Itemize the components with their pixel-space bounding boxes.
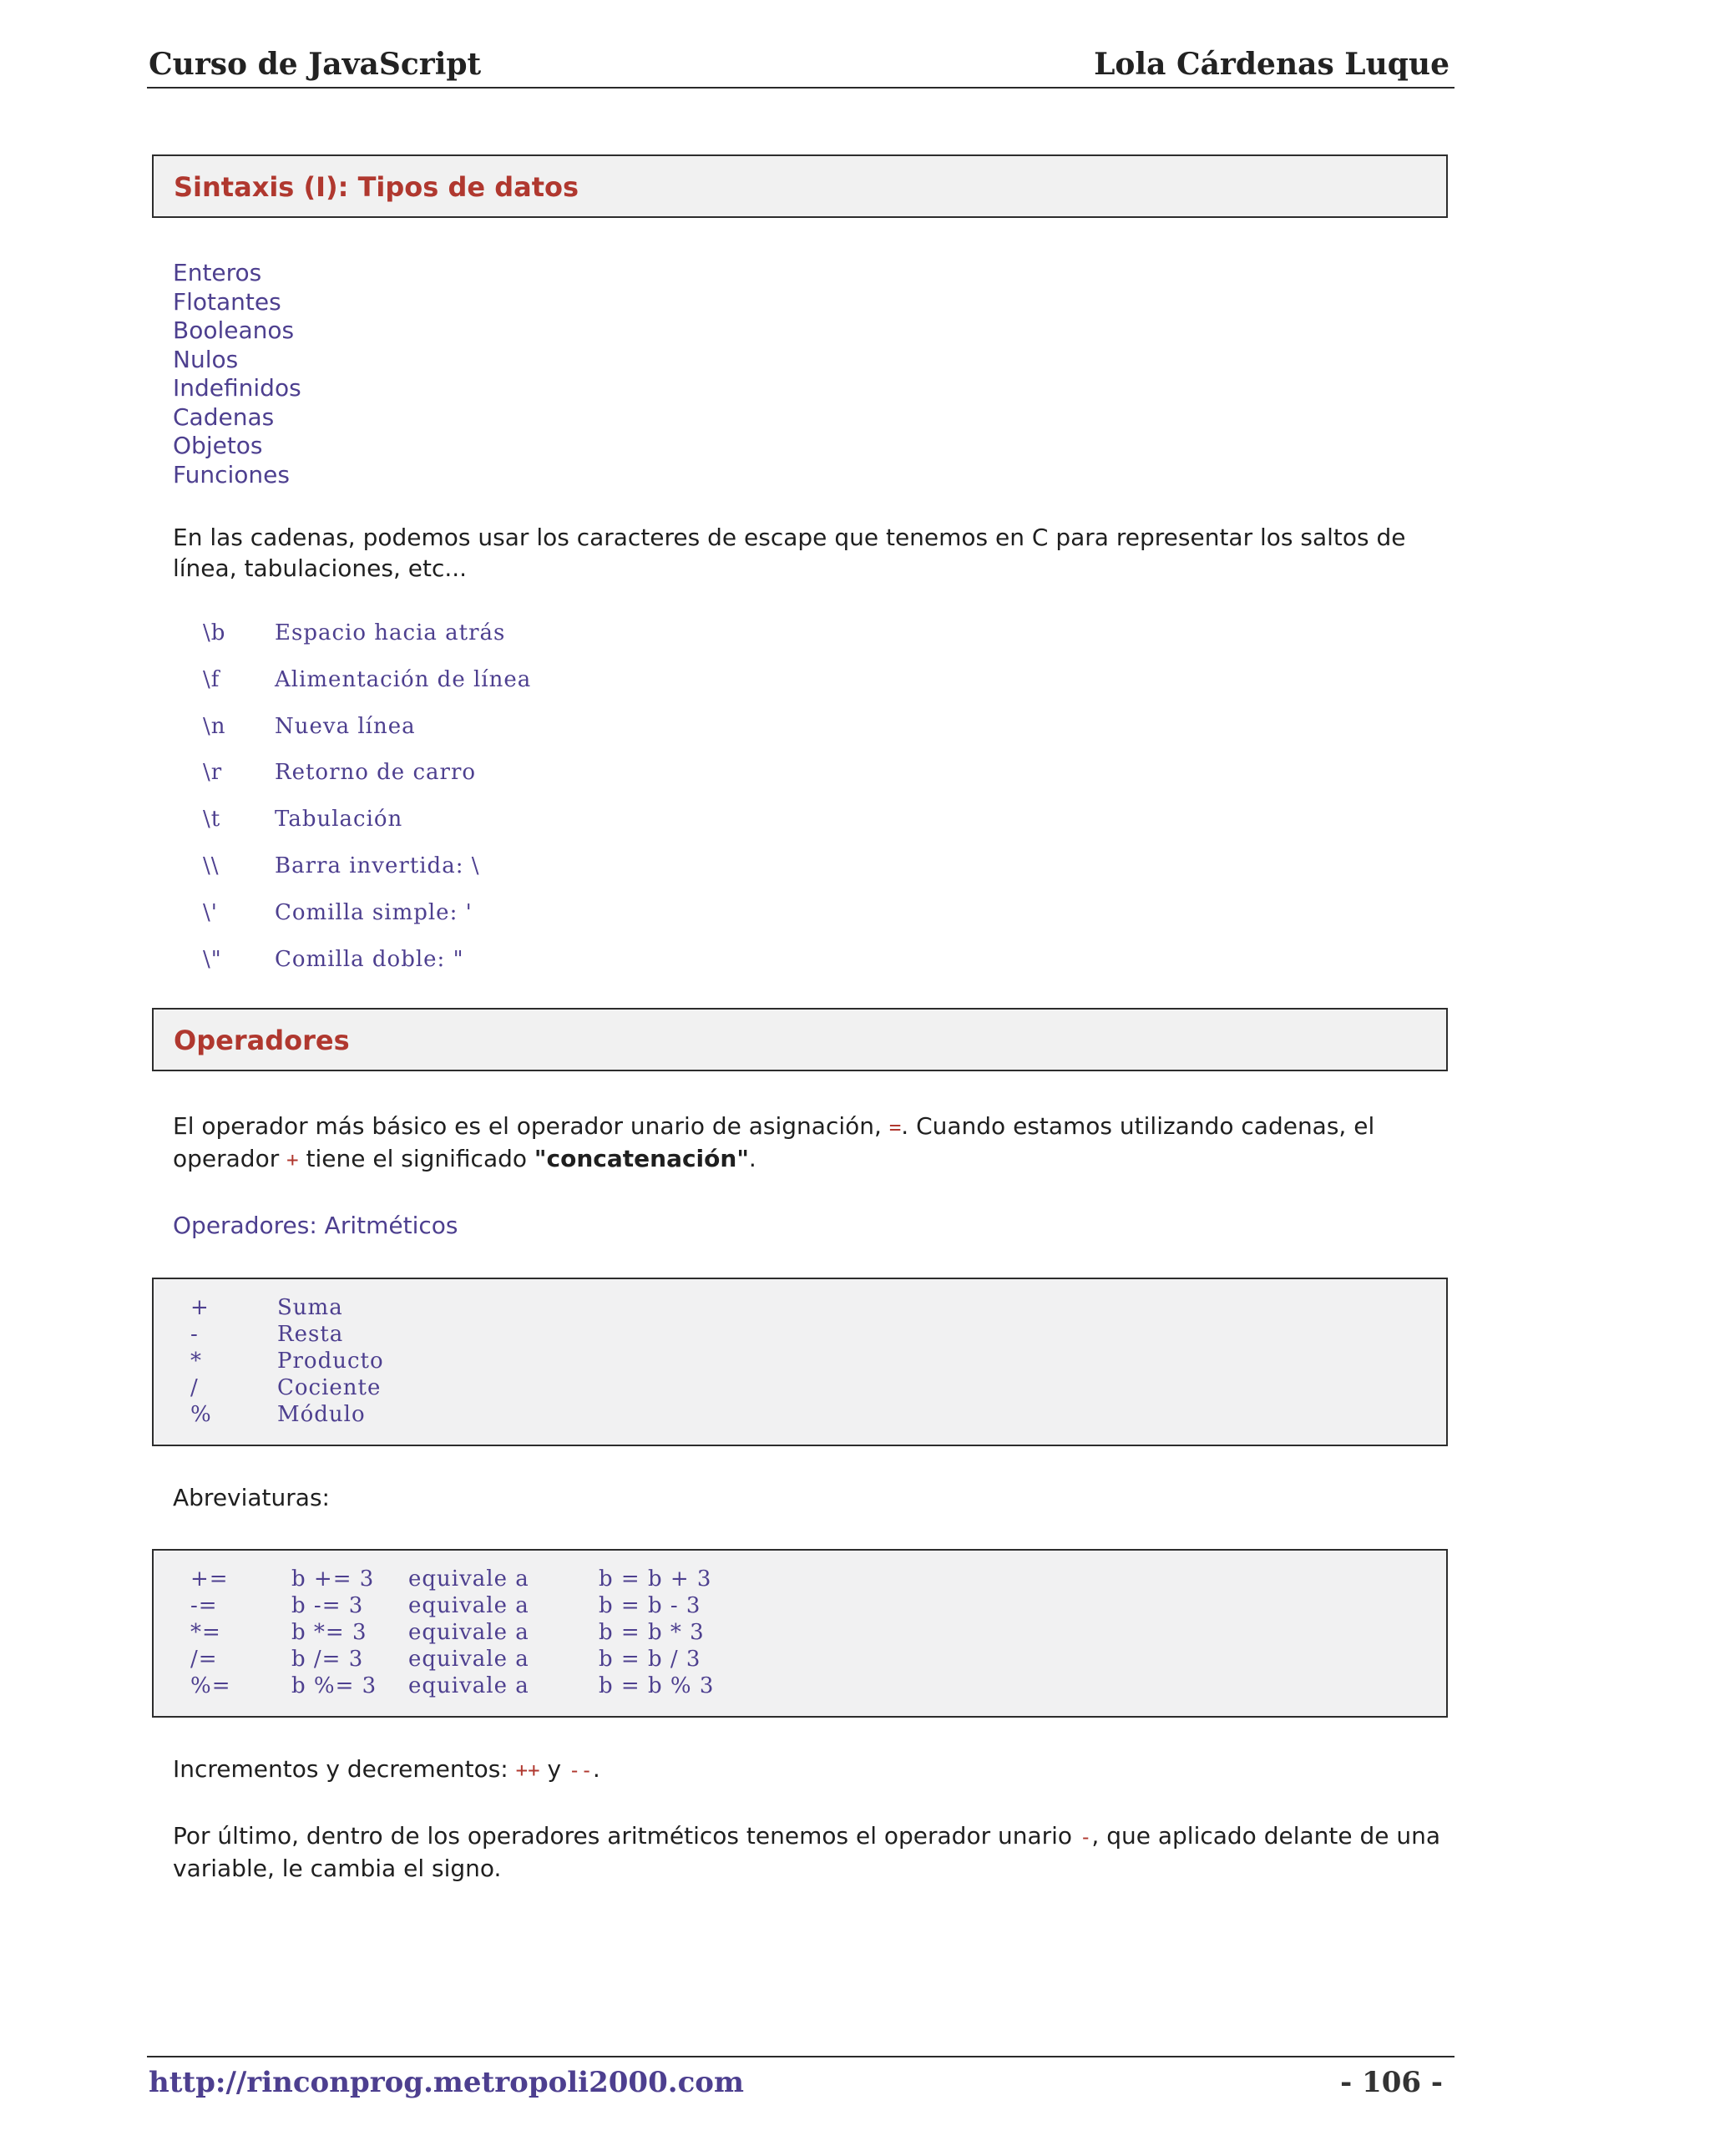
operators-intro-paragraph [173, 1111, 1450, 1176]
abbreviations-list [190, 1566, 714, 1699]
section-header-operators [152, 1008, 1448, 1071]
abbrev-equivalent: b = b / 3 [599, 1647, 701, 1672]
abbrev-expression: b %= 3 [291, 1673, 377, 1698]
operator-name: Cociente [277, 1375, 382, 1400]
table-row [190, 1321, 384, 1348]
escape-description: Barra invertida: \ [275, 853, 480, 878]
abbrev-expression: b += 3 [291, 1566, 375, 1592]
page-number: - 106 - [1340, 2066, 1443, 2099]
course-title: Curso de JavaScript [149, 47, 482, 82]
abbrev-expression: b -= 3 [291, 1593, 364, 1618]
abbrev-word: equivale a [408, 1673, 529, 1698]
increments-paragraph [173, 1754, 1450, 1786]
plus-operator: + [286, 1148, 299, 1172]
escape-code: \f [203, 666, 220, 692]
escape-code: \' [203, 899, 218, 925]
list-item-nulos[interactable]: Nulos [173, 345, 239, 373]
table-row [190, 1592, 714, 1619]
text-run: . [748, 1145, 756, 1172]
author-name: Lola Cárdenas Luque [1094, 47, 1449, 82]
text-run: y [539, 1755, 569, 1783]
operator-symbol: % [190, 1402, 212, 1427]
abbrev-operator: %= [190, 1673, 231, 1698]
abbrev-operator: += [190, 1566, 229, 1592]
concatenation-term: "concatenación" [534, 1145, 749, 1172]
arithmetic-heading: Operadores: Aritméticos [173, 1212, 458, 1239]
table-row [203, 944, 531, 991]
page-header [147, 42, 1455, 89]
table-row [190, 1348, 384, 1374]
footer-url-link[interactable]: http://rinconprog.metropoli2000.com [149, 2066, 744, 2099]
list-item-flotantes[interactable]: Flotantes [173, 287, 281, 316]
arithmetic-operators-box [152, 1278, 1448, 1446]
section-header-data-types [152, 154, 1448, 218]
escape-code: \n [203, 713, 226, 739]
abbrev-equivalent: b = b - 3 [599, 1593, 701, 1618]
escape-description: Nueva línea [275, 713, 416, 739]
abbrev-equivalent: b = b + 3 [599, 1566, 712, 1592]
escape-description: Comilla doble: " [275, 946, 464, 972]
operator-symbol: + [190, 1295, 210, 1320]
arithmetic-list [190, 1294, 384, 1428]
abbrev-expression: b *= 3 [291, 1620, 367, 1645]
table-row [190, 1294, 384, 1321]
table-row [190, 1646, 714, 1673]
table-row [190, 1374, 384, 1401]
table-row [203, 757, 531, 804]
escape-code: \" [203, 946, 222, 972]
operator-symbol: * [190, 1349, 202, 1374]
list-item-objetos[interactable]: Objetos [173, 432, 263, 459]
table-row [203, 711, 531, 758]
section-title: Operadores [174, 1025, 350, 1056]
abbrev-word: equivale a [408, 1620, 529, 1645]
escape-intro-paragraph: En las cadenas, podemos usar los caracteres de escape que tenemos en C para representar los saltos de línea, tabulaciones, etc... [173, 524, 1406, 582]
abbrev-operator: /= [190, 1647, 218, 1672]
text-run: , que aplicado delante de una variable, le cambia el signo. [173, 1822, 1441, 1882]
list-item-indefinidos[interactable]: Indefinidos [173, 374, 301, 402]
operator-name: Producto [277, 1349, 384, 1374]
escape-description: Espacio hacia atrás [275, 620, 506, 645]
list-item-cadenas[interactable]: Cadenas [173, 402, 275, 431]
operator-symbol: - [190, 1322, 199, 1347]
text-run: . Cuando estamos utilizando cadenas, el operador [173, 1112, 1375, 1172]
escape-description: Tabulación [275, 807, 403, 833]
operator-symbol: / [190, 1375, 199, 1400]
table-row [190, 1619, 714, 1646]
abbrev-operator: *= [190, 1620, 221, 1645]
data-types-list [173, 259, 301, 489]
escape-code: \r [203, 760, 223, 786]
escape-code: \t [203, 807, 221, 833]
text-run: El operador más básico es el operador unario de asignación, [173, 1112, 889, 1140]
escape-description: Alimentación de línea [275, 666, 532, 692]
text-run: Por último, dentro de los operadores aritméticos tenemos el operador unario [173, 1822, 1080, 1850]
escape-sequence-table [203, 618, 531, 990]
operator-name: Suma [277, 1295, 343, 1320]
list-item-enteros[interactable]: Enteros [173, 259, 262, 286]
list-item-funciones[interactable]: Funciones [173, 460, 290, 488]
escape-description: Retorno de carro [275, 760, 477, 786]
escape-description: Comilla simple: ' [275, 899, 473, 925]
table-row [190, 1401, 384, 1428]
text-run: Incrementos y decrementos: [173, 1755, 516, 1783]
table-row [203, 851, 531, 898]
list-item-booleanos[interactable]: Booleanos [173, 316, 295, 344]
abbrev-operator: -= [190, 1593, 218, 1618]
abbrev-word: equivale a [408, 1566, 529, 1592]
escape-code: \b [203, 620, 226, 645]
abbreviations-heading: Abreviaturas: [173, 1484, 330, 1511]
unary-paragraph [173, 1820, 1450, 1884]
section-title: Sintaxis (I): Tipos de datos [174, 171, 579, 203]
operator-name: Módulo [277, 1402, 366, 1427]
increment-operator: ++ [515, 1759, 540, 1782]
escape-code: \\ [203, 853, 220, 878]
table-row [203, 618, 531, 665]
text-run: tiene el significado [298, 1145, 534, 1172]
table-row [203, 804, 531, 851]
abbrev-expression: b /= 3 [291, 1647, 364, 1672]
assign-operator: = [888, 1116, 902, 1139]
unary-minus-operator: - [1079, 1825, 1092, 1849]
operator-name: Resta [277, 1322, 344, 1347]
abbreviations-box [152, 1549, 1448, 1718]
abbrev-word: equivale a [408, 1593, 529, 1618]
table-row [203, 898, 531, 944]
abbrev-equivalent: b = b % 3 [599, 1673, 715, 1698]
table-row [190, 1673, 714, 1699]
table-row [190, 1566, 714, 1592]
decrement-operator: -- [568, 1759, 593, 1782]
table-row [203, 665, 531, 711]
page-footer [147, 2056, 1455, 2108]
text-run: . [592, 1755, 600, 1783]
abbrev-word: equivale a [408, 1647, 529, 1672]
abbrev-equivalent: b = b * 3 [599, 1620, 705, 1645]
